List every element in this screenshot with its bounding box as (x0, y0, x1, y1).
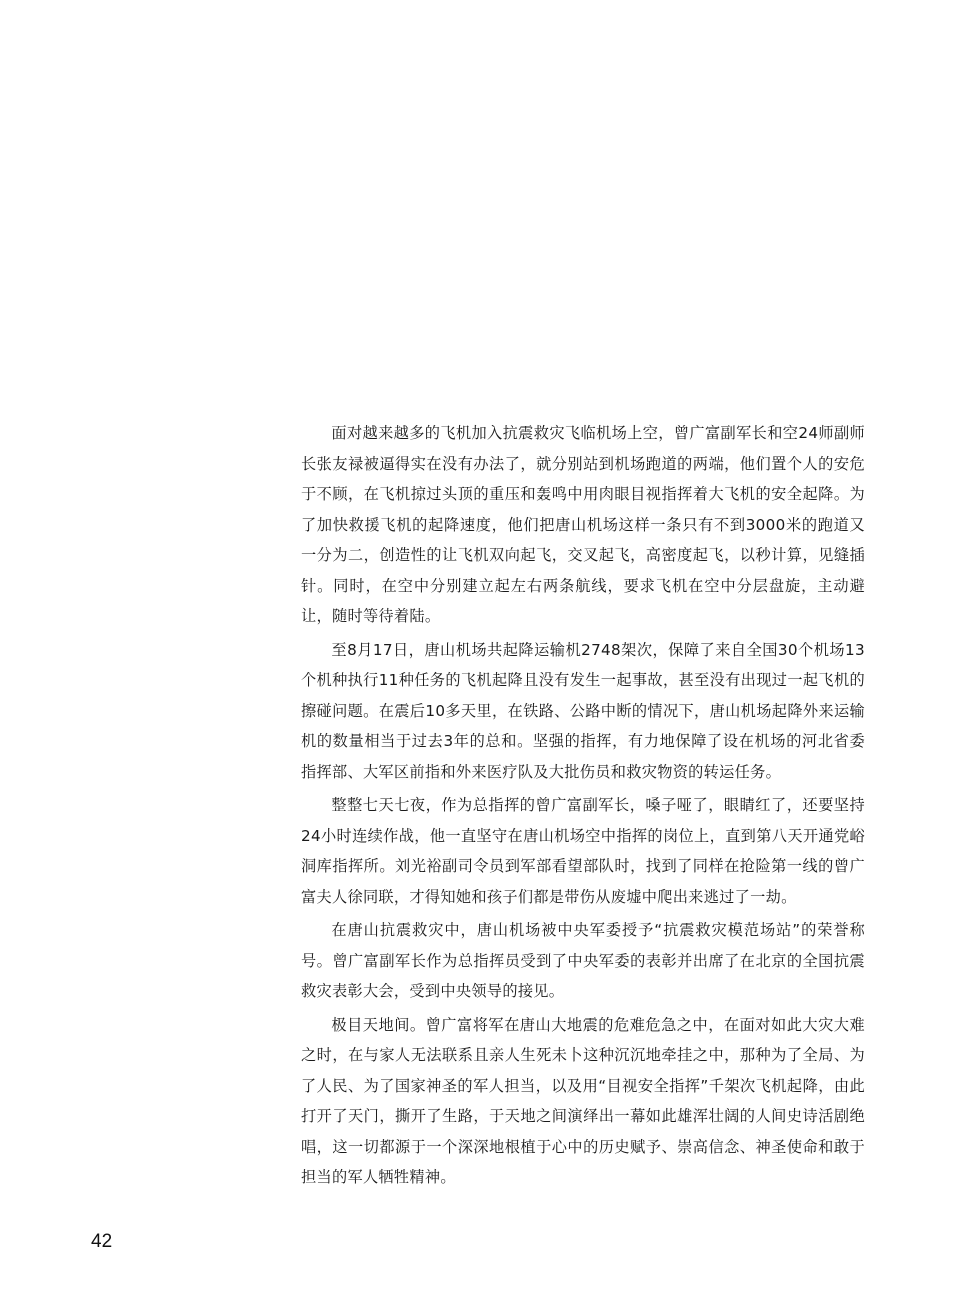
paragraph-2: 至8月17日，唐山机场共起降运输机2748架次，保障了来自全国30个机场13个机种执行11种任务的飞机起降且没有发生一起事故，甚至没有出现过一起飞机的擦碰问题。在震后10多天里，在铁路、公路中断的情况下，唐山机场起降外来运输机的数量相当于过去3年的总和。坚强的指挥，有力地保障了设在机场的河北省委指挥部、大军区前指和外来医疗队及大批伤员和救灾物资的转运任务。 (301, 640, 865, 781)
paragraph-5: 极目天地间。曾广富将军在唐山大地震的危难危急之中，在面对如此大灾大难之时，在与家人无法联系且亲人生死未卜这种沉沉地牵挂之中，那种为了全局、为了人民、为了国家神圣的军人担当，以及用“目视安全指挥”千架次飞机起降，由此打开了天门，撕开了生路，于天地之间演绎出一幕如此雄浑壮阔的人间史诗活剧绝唱，这一切都源于一个深深地根植于心中的历史赋予、崇高信念、神圣使命和敢于担当的军人牺牲精神。 (301, 1015, 865, 1186)
paragraph-3: 整整七天七夜，作为总指挥的曾广富副军长，嗓子哑了，眼睛红了，还要坚持24小时连续作战，他一直坚守在唐山机场空中指挥的岗位上，直到第八天开通党峪洞库指挥所。刘光裕副司令员到军部看望部队时，找到了同样在抢险第一线的曾广富夫人徐同联，才得知她和孩子们都是带伤从废墟中爬出来逃过了一劫。 (301, 796, 865, 906)
paragraph-1: 面对越来越多的飞机加入抗震救灾飞临机场上空，曾广富副军长和空24师副师长张友禄被逼得实在没有办法了，就分别站到机场跑道的两端，他们置个人的安危于不顾，在飞机掠过头顶的重压和轰鸣中用肉眼目视指挥着大飞机的安全起降。为了加快救援飞机的起降速度，他们把唐山机场这样一条只有不到3000米的跑道又一分为二，创造性的让飞机双向起飞，交叉起飞，高密度起飞，以秒计算，见缝插针。同时，在空中分别建立起左右两条航线，要求飞机在空中分层盘旋，主动避让，随时等待着陆。 (301, 424, 865, 625)
body-text (301, 418, 865, 1196)
page-number: 42 (91, 1231, 113, 1252)
paragraph-4: 在唐山抗震救灾中，唐山机场被中央军委授予“抗震救灾模范场站”的荣誉称号。曾广富副军长作为总指挥员受到了中央军委的表彰并出席了在北京的全国抗震救灾表彰大会，受到中央领导的接见。 (301, 921, 865, 1000)
